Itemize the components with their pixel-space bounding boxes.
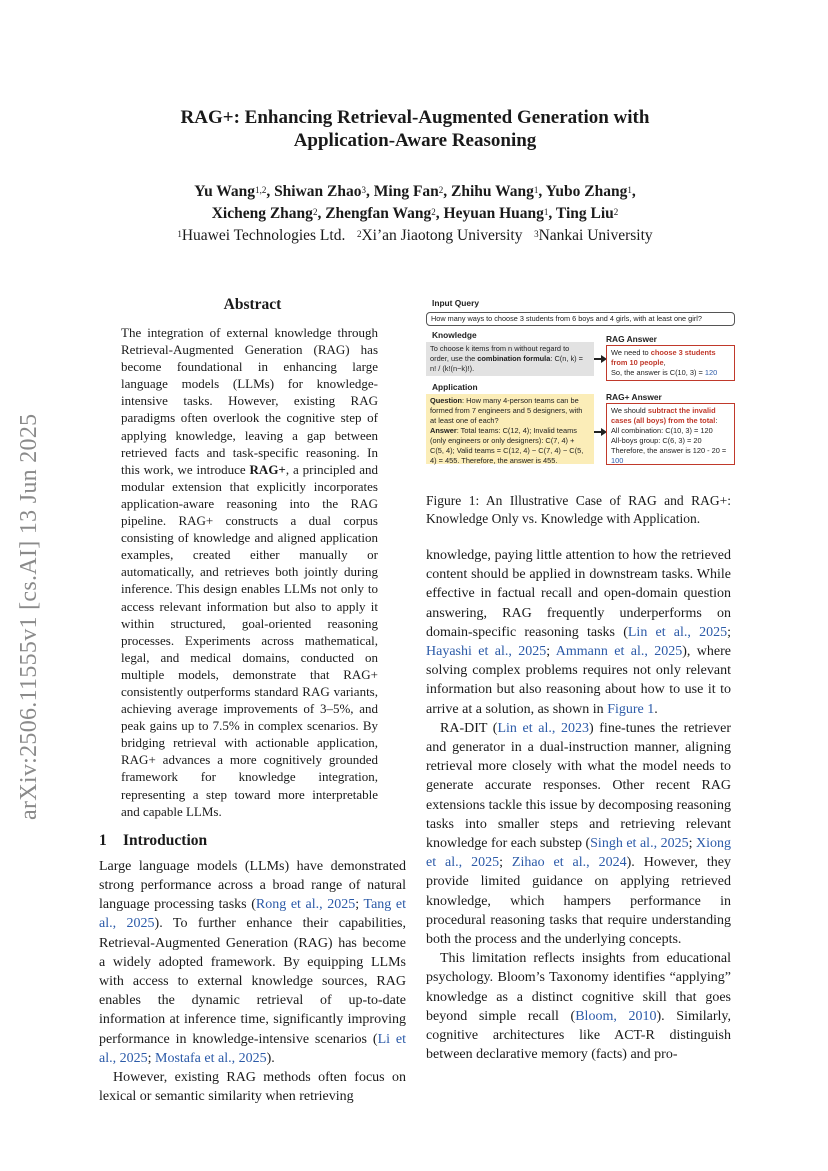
author-names-line-2: Xicheng Zhang$^2$, Zhengfan Wang$^2$, Heyuan Huang$^1$, Ting Liu$^2$ [211,205,619,222]
text-span: . [654,701,658,717]
text-span: : [715,416,718,425]
affiliation-marker: 2 [356,229,362,239]
citation-link[interactable]: Bloom, 2010 [575,1008,657,1024]
affiliation: Nankai University [538,227,653,244]
author-name: Yu Wang [194,183,256,200]
author-affiliation-marker: 1 [543,207,549,217]
text-span: , [663,358,666,367]
affiliation: Huawei Technologies Ltd. [181,227,346,244]
application-box [426,394,594,464]
text-span-bold: Question [430,396,463,405]
abstract-heading: Abstract [223,296,282,313]
author-name: Xicheng Zhang [211,205,313,222]
author-affiliation-marker: 1 [533,185,539,195]
arrow-icon [594,431,602,433]
left-column [99,296,406,1106]
author-names-line-1: Yu Wang$^{1,2}$, Shiwan Zhao$^3$, Ming Fan$^2$, Zhihu Wang$^1$, Yubo Zhang$^1$, [194,183,636,200]
arxiv-identifier: arXiv:2506.11555v1 [cs.AI] 13 Jun 2025 [16,413,42,820]
section-title: Introduction [123,831,208,849]
citation-link[interactable]: Hayashi et al., 2025 [426,644,547,660]
author-name: Yubo Zhang [545,183,628,200]
rag-answer-line [611,368,730,378]
citation-link[interactable]: Zihao et al., 2024 [511,855,627,871]
query-box: How many ways to choose 3 students from 6 boys and 4 girls, with at least one girl? [426,312,735,326]
text-span: ; [727,624,731,640]
author-affiliation-marker: 2 [431,207,436,217]
rag-answer-line [611,348,730,368]
author-name: Zhengfan Wang [325,205,432,222]
author-affiliation-marker: 2 [613,207,619,217]
right-column [426,296,731,1064]
rag-answer-box [606,345,735,381]
rag-plus-answer-box [606,403,735,465]
text-span: So, the answer is C(10, 3) = [611,368,705,377]
answer-value: 120 [704,368,718,377]
rag-plus-answer-label: RAG+ Answer [606,392,662,402]
paper-title [100,106,730,152]
abstract-part-1: The integration of external knowledge through Retrieval-Augmented Generation (RAG) has become foundational in enhancing large language models (LLMs) for knowledge-intensive tasks. However, existing RAG paradigms often overlook the cognitive step of applying knowledge, leaving a gap between retrieved facts and task-specific reasoning. In this work, we introduce [121,325,378,477]
highlight-red: choose 3 students from 10 people [611,348,716,367]
author-name: Ting Liu [555,205,614,222]
introduction-text [99,857,406,1107]
text-span: We should [611,406,648,415]
author-name: Zhihu Wang [451,183,534,200]
author-name: Shiwan Zhao [274,183,362,200]
citation-link[interactable]: Lin et al., 2023 [497,720,589,736]
author-affiliation-marker: 2 [312,207,318,217]
rag-answer-label: RAG Answer [606,334,657,344]
author-affiliation-marker: 2 [438,185,444,195]
text-span: ; [546,644,556,660]
knowledge-label: Knowledge [432,330,477,340]
text-span: ; [147,1050,155,1066]
paragraph [426,719,731,949]
citation-link[interactable]: Ammann et al., 2025 [555,644,683,660]
rag-plus-line [611,446,730,466]
text-span: ). However, they provide limited guidance on applying retrieved knowledge, which hampers performance in procedural reasoning tasks that require understanding both the process and the underlying concepts. [426,855,731,948]
author-name: Ming Fan [373,183,439,200]
author-block [100,181,730,247]
abstract-rag-plus: RAG+ [249,461,286,477]
text-span: ). [266,1050,275,1066]
text-span: ; [355,897,364,913]
section-heading-introduction [99,832,406,850]
rag-plus-line: All-boys group: C(6, 3) = 20 [611,436,702,445]
input-query-label: Input Query [432,298,479,308]
citation-link[interactable]: Lin et al., 2025 [627,624,728,640]
author-affiliation-marker: 1,2 [255,185,267,195]
author-affiliation-marker: 1 [627,185,632,195]
figure-1 [426,296,731,476]
title-line-2: Application-Aware Reasoning [293,130,537,151]
highlight-red: subtract the invalid cases (all boys) from the total [611,406,716,425]
affiliation: Xi’an Jiaotong University [361,227,523,244]
figure-reference-link[interactable]: Figure 1 [607,701,655,717]
answer-value: 100 [611,456,624,465]
text-span: : C(n, k) = n! / (k!(n−k)!). [430,354,583,373]
text-span: Therefore, the answer is 120 - 20 = [611,446,727,455]
text-span-bold: combination formula [477,354,551,363]
affiliation-marker: 1 [177,229,182,239]
paragraph [426,949,731,1064]
right-column-text [426,546,731,1064]
application-label: Application [432,382,478,392]
text-span: : Total teams: C(12, 4); Invalid teams (only engineers or only designers): C(7, 4) + C(5, 4); Valid teams = C(12, 4) − C(7, 4) − C(5, 4) = 455. Therefore, the answer is 455. [430,426,584,465]
rag-plus-line [611,406,730,426]
rag-plus-line: All combination: C(10, 3) = 120 [611,426,713,435]
section-number: 1 [99,831,107,849]
text-span: knowledge, paying little attention to how the retrieved content should be applied in downstream tasks. While effective in factual recall and open-domain question answering, RAG frequently underperforms on domain-specific reasoning tasks ( [426,548,731,640]
text-span: This limitation reflects insights from educational psychology. Bloom’s Taxonomy identifies “applying” knowledge as a distinct cognitive skill that goes beyond simple recall ( [426,951,731,1024]
abstract-part-2: , a principled and modular extension that explicitly incorporates application-aware reasoning into the RAG pipeline. RAG+ constructs a dual corpus consisting of knowledge and aligned application examples, created either manually or automatically, and retrieves both jointly during inference. This design enables LLMs not only to access relevant information but also to apply it within structured, goal-oriented reasoning processes. Experiments across mathematical, legal, and medical domains, conducted on multiple models, demonstrate that RAG+ consistently outperforms standard RAG variants, achieving average improvements of 3–5%, and peak gains up to 7.5% in complex scenarios. By bridging retrieval with actionable application, RAG+ advances a more cognitively grounded framework for knowledge integration, representing a step toward more interpretable and capable LLMs. [121,461,378,819]
arrow-icon [594,358,602,360]
text-span: To choose k items from n without regard to order, use the [430,344,570,363]
title-line-1: RAG+: Enhancing Retrieval-Augmented Generation with [180,107,650,128]
text-span: ; [688,836,697,852]
author-affiliation-marker: 3 [361,185,367,195]
paragraph [99,857,406,1068]
text-span: ; [499,855,512,871]
affiliation-marker: 3 [534,229,539,239]
knowledge-box [426,342,594,376]
citation-link[interactable]: Rong et al., 2025 [255,897,356,913]
text-span: ). Similarly, cognitive architectures like ACT-R distinguish between declarative memory (facts) and pro- [426,1008,731,1063]
text-span: RA-DIT ( [440,720,498,736]
citation-link[interactable]: Li et al., 2025 [99,1031,406,1066]
citation-link[interactable]: Singh et al., 2025 [590,836,689,852]
citation-link[interactable]: Mostafa et al., 2025 [155,1050,267,1066]
text-span: ), where solving complex problems requires not only relevant information but also reasoning about how to use it to arrive at a solution, as shown in [426,644,731,717]
abstract-text [121,324,378,820]
figure-caption: Figure 1: An Illustrative Case of RAG and RAG+: Knowledge Only vs. Knowledge with Application. [426,493,731,526]
text-span: ) fine-tunes the retriever and generator in a dual-instruction manner, aligning retrieval more closely with what the model needs to generate accurate responses. Other recent RAG extensions tackle this issue by decomposing reasoning tasks into smaller steps and retrieving relevant knowledge for each substep ( [426,720,731,852]
text-span: Large language models (LLMs) have demonstrated strong performance across a broad range of natural language processing tasks ( [99,858,406,913]
citation-link[interactable]: Xiong et al., 2025 [426,836,732,871]
paragraph: However, existing RAG methods often focus on lexical or semantic similarity when retrieving [99,1069,406,1105]
text-span-bold: Answer [430,426,457,435]
text-span: ). To further enhance their capabilities, Retrieval-Augmented Generation (RAG) has become a widely adopted framework. By equipping LLMs with access to external knowledge sources, RAG enables the dynamic retrieval of up-to-date information at inference time, significantly improving performance in knowledge-intensive scenarios ( [99,916,406,1047]
text-span: : How many 4-person teams can be formed from 7 engineers and 5 designers, with at least one of each? [430,396,583,425]
affiliations [100,225,730,247]
text-span: We need to [611,348,651,357]
citation-link[interactable]: Tang et al., 2025 [99,897,406,932]
paragraph [426,546,731,719]
author-name: Heyuan Huang [443,205,544,222]
